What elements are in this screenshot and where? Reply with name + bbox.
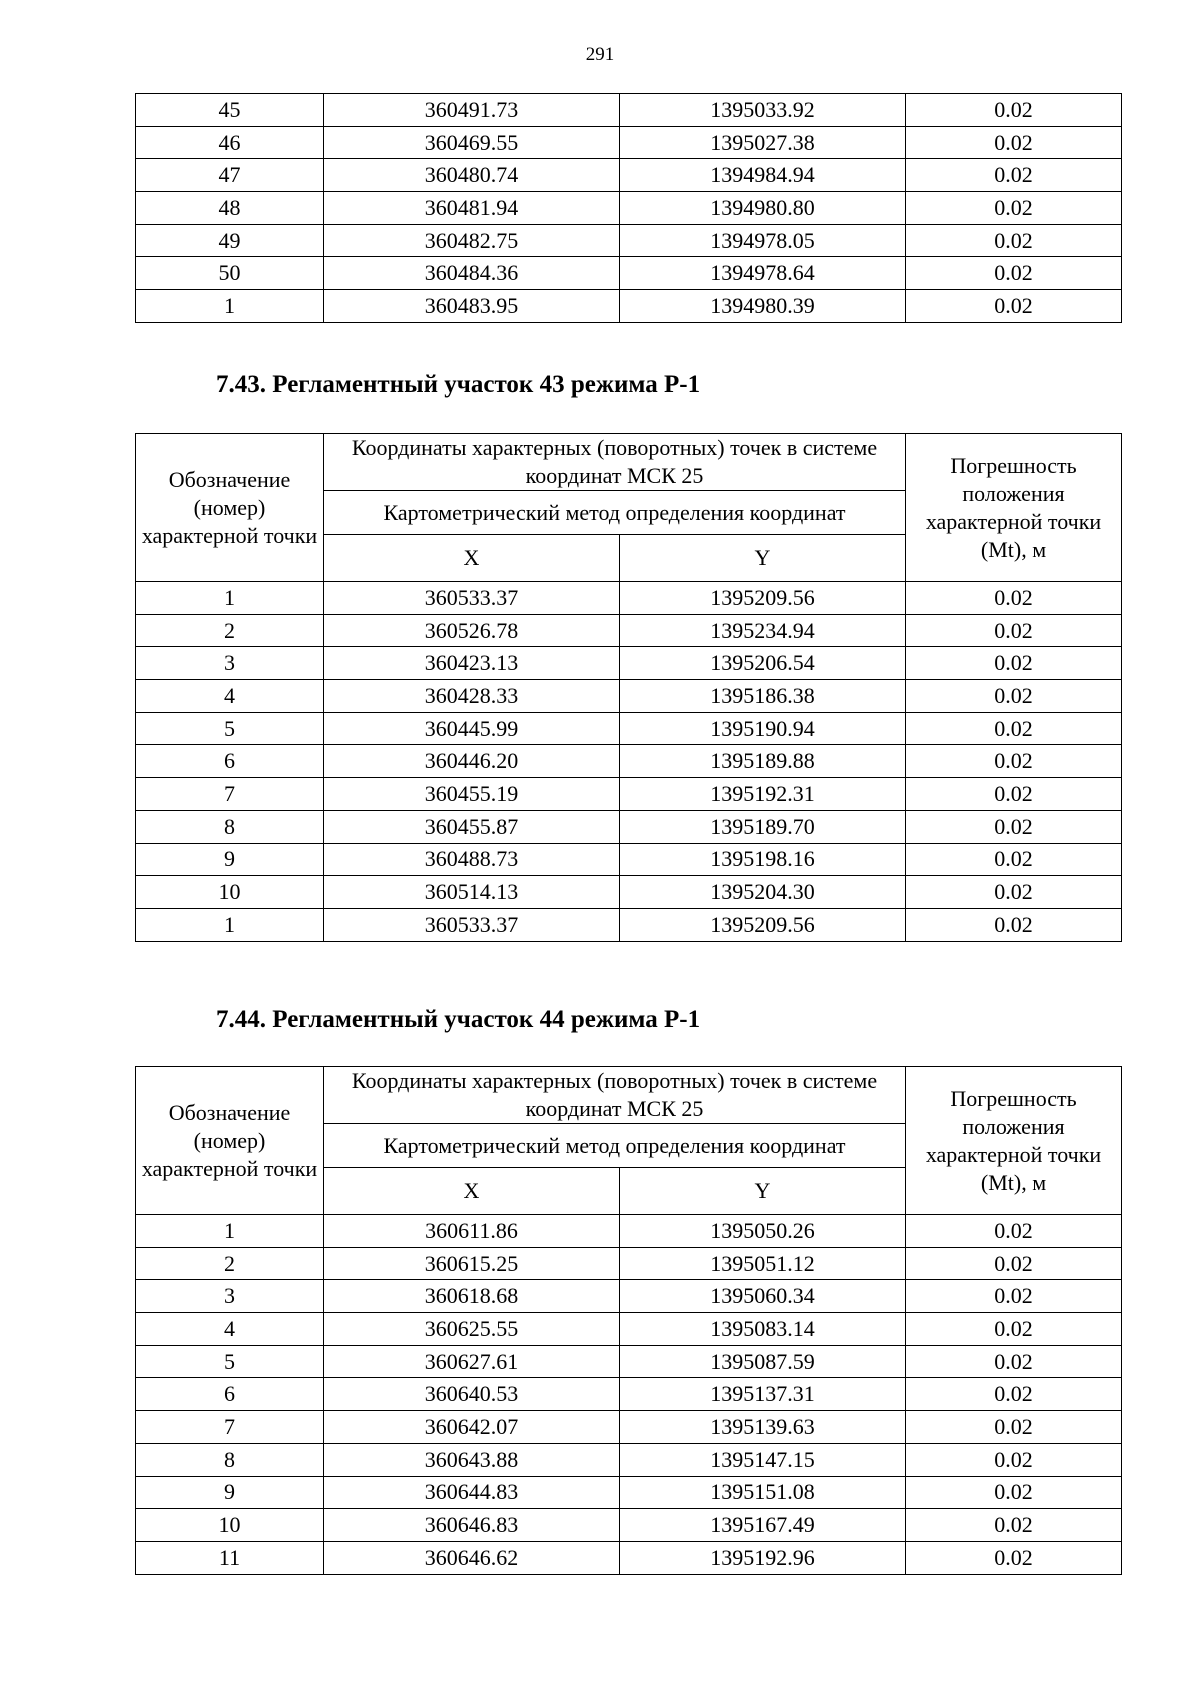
cell-error: 0.02 [906, 192, 1122, 225]
cell-error: 0.02 [906, 778, 1122, 811]
cell-y: 1395198.16 [620, 843, 906, 876]
header-method: Картометрический метод определения координат [324, 491, 906, 535]
cell-point-number: 4 [136, 1313, 324, 1346]
cell-x: 360483.95 [324, 290, 620, 323]
cell-x: 360627.61 [324, 1345, 620, 1378]
cell-y: 1395087.59 [620, 1345, 906, 1378]
cell-error: 0.02 [906, 843, 1122, 876]
cell-y: 1395137.31 [620, 1378, 906, 1411]
cell-x: 360480.74 [324, 159, 620, 192]
cell-y: 1395147.15 [620, 1443, 906, 1476]
cell-y: 1395204.30 [620, 876, 906, 909]
cell-error: 0.02 [906, 1541, 1122, 1574]
cell-error: 0.02 [906, 1378, 1122, 1411]
cell-x: 360646.62 [324, 1541, 620, 1574]
cell-x: 360533.37 [324, 582, 620, 615]
table-row [136, 712, 1122, 745]
table-row [136, 810, 1122, 843]
cell-error: 0.02 [906, 1280, 1122, 1313]
coordinates-table-43 [135, 433, 1122, 942]
cell-point-number: 9 [136, 1476, 324, 1509]
cell-y: 1395209.56 [620, 582, 906, 615]
table-row [136, 1476, 1122, 1509]
cell-error: 0.02 [906, 876, 1122, 909]
table-body [136, 94, 1122, 323]
cell-x: 360615.25 [324, 1247, 620, 1280]
cell-x: 360423.13 [324, 647, 620, 680]
cell-error: 0.02 [906, 810, 1122, 843]
cell-x: 360643.88 [324, 1443, 620, 1476]
cell-point-number: 48 [136, 192, 324, 225]
cell-error: 0.02 [906, 1509, 1122, 1542]
cell-x: 360611.86 [324, 1215, 620, 1248]
table-row [136, 745, 1122, 778]
cell-y: 1395033.92 [620, 94, 906, 127]
table-row [136, 126, 1122, 159]
section-title-44: 7.44. Регламентный участок 44 режима Р-1 [216, 1006, 701, 1033]
header-x: X [324, 1168, 620, 1215]
table-row [136, 1411, 1122, 1444]
cell-x: 360445.99 [324, 712, 620, 745]
table-row [136, 192, 1122, 225]
cell-point-number: 3 [136, 1280, 324, 1313]
cell-x: 360488.73 [324, 843, 620, 876]
cell-error: 0.02 [906, 614, 1122, 647]
cell-y: 1395050.26 [620, 1215, 906, 1248]
cell-point-number: 8 [136, 810, 324, 843]
cell-y: 1395206.54 [620, 647, 906, 680]
cell-point-number: 50 [136, 257, 324, 290]
cell-point-number: 11 [136, 1541, 324, 1574]
table-row [136, 159, 1122, 192]
table-row [136, 1247, 1122, 1280]
cell-x: 360625.55 [324, 1313, 620, 1346]
cell-point-number: 4 [136, 680, 324, 713]
cell-error: 0.02 [906, 745, 1122, 778]
cell-error: 0.02 [906, 1411, 1122, 1444]
cell-x: 360446.20 [324, 745, 620, 778]
cell-x: 360644.83 [324, 1476, 620, 1509]
section-title-43: 7.43. Регламентный участок 43 режима Р-1 [216, 371, 701, 398]
cell-point-number: 10 [136, 876, 324, 909]
cell-point-number: 7 [136, 778, 324, 811]
cell-y: 1395192.96 [620, 1541, 906, 1574]
header-coordinates-group: Координаты характерных (поворотных) точек в системе координат МСК 25 [324, 1067, 906, 1124]
cell-point-number: 1 [136, 290, 324, 323]
cell-point-number: 2 [136, 1247, 324, 1280]
cell-y: 1394980.39 [620, 290, 906, 323]
cell-error: 0.02 [906, 159, 1122, 192]
cell-error: 0.02 [906, 712, 1122, 745]
cell-error: 0.02 [906, 582, 1122, 615]
cell-y: 1394978.05 [620, 224, 906, 257]
table-row [136, 1541, 1122, 1574]
header-coordinates-group: Координаты характерных (поворотных) точек в системе координат МСК 25 [324, 434, 906, 491]
cell-error: 0.02 [906, 1345, 1122, 1378]
cell-y: 1394980.80 [620, 192, 906, 225]
cell-y: 1395139.63 [620, 1411, 906, 1444]
cell-y: 1395189.88 [620, 745, 906, 778]
cell-x: 360618.68 [324, 1280, 620, 1313]
table-header [136, 434, 1122, 582]
cell-error: 0.02 [906, 647, 1122, 680]
cell-x: 360640.53 [324, 1378, 620, 1411]
cell-point-number: 1 [136, 582, 324, 615]
cell-point-number: 7 [136, 1411, 324, 1444]
table-row [136, 94, 1122, 127]
cell-y: 1395051.12 [620, 1247, 906, 1280]
table-row [136, 647, 1122, 680]
cell-x: 360481.94 [324, 192, 620, 225]
cell-error: 0.02 [906, 908, 1122, 941]
table-row [136, 843, 1122, 876]
header-position-error: Погрешность положения характерной точки (Mt), м [906, 1067, 1122, 1215]
cell-y: 1394978.64 [620, 257, 906, 290]
cell-y: 1395190.94 [620, 712, 906, 745]
table-row [136, 1345, 1122, 1378]
table-row [136, 876, 1122, 909]
cell-point-number: 1 [136, 1215, 324, 1248]
cell-error: 0.02 [906, 1215, 1122, 1248]
header-point-number: Обозначение (номер) характерной точки [136, 434, 324, 582]
cell-point-number: 6 [136, 745, 324, 778]
table-row [136, 290, 1122, 323]
cell-error: 0.02 [906, 680, 1122, 713]
cell-y: 1395189.70 [620, 810, 906, 843]
cell-x: 360533.37 [324, 908, 620, 941]
cell-error: 0.02 [906, 257, 1122, 290]
cell-error: 0.02 [906, 1476, 1122, 1509]
cell-error: 0.02 [906, 1443, 1122, 1476]
header-x: X [324, 535, 620, 582]
cell-x: 360491.73 [324, 94, 620, 127]
cell-y: 1395192.31 [620, 778, 906, 811]
cell-point-number: 45 [136, 94, 324, 127]
cell-y: 1395234.94 [620, 614, 906, 647]
cell-x: 360642.07 [324, 1411, 620, 1444]
cell-error: 0.02 [906, 94, 1122, 127]
cell-y: 1395083.14 [620, 1313, 906, 1346]
table-row [136, 1378, 1122, 1411]
table-row [136, 224, 1122, 257]
cell-point-number: 5 [136, 712, 324, 745]
table-row [136, 1443, 1122, 1476]
cell-x: 360455.87 [324, 810, 620, 843]
cell-y: 1395186.38 [620, 680, 906, 713]
cell-x: 360646.83 [324, 1509, 620, 1542]
header-point-number: Обозначение (номер) характерной точки [136, 1067, 324, 1215]
cell-point-number: 6 [136, 1378, 324, 1411]
cell-y: 1395060.34 [620, 1280, 906, 1313]
coordinates-table-continued [135, 93, 1122, 323]
cell-point-number: 46 [136, 126, 324, 159]
cell-y: 1395151.08 [620, 1476, 906, 1509]
cell-x: 360455.19 [324, 778, 620, 811]
cell-error: 0.02 [906, 1313, 1122, 1346]
header-y: Y [620, 535, 906, 582]
table-row [136, 1313, 1122, 1346]
table-body [136, 1215, 1122, 1575]
cell-y: 1394984.94 [620, 159, 906, 192]
cell-x: 360526.78 [324, 614, 620, 647]
header-position-error: Погрешность положения характерной точки (Mt), м [906, 434, 1122, 582]
page-number: 291 [585, 44, 615, 65]
cell-y: 1395027.38 [620, 126, 906, 159]
table-row [136, 680, 1122, 713]
header-y: Y [620, 1168, 906, 1215]
cell-point-number: 47 [136, 159, 324, 192]
cell-point-number: 1 [136, 908, 324, 941]
cell-point-number: 5 [136, 1345, 324, 1378]
table-row [136, 1280, 1122, 1313]
cell-point-number: 9 [136, 843, 324, 876]
cell-error: 0.02 [906, 224, 1122, 257]
table-row [136, 778, 1122, 811]
cell-error: 0.02 [906, 290, 1122, 323]
table-body [136, 582, 1122, 942]
table-row [136, 614, 1122, 647]
table-row [136, 1215, 1122, 1248]
table-row [136, 582, 1122, 615]
cell-point-number: 49 [136, 224, 324, 257]
cell-x: 360482.75 [324, 224, 620, 257]
cell-error: 0.02 [906, 126, 1122, 159]
cell-x: 360514.13 [324, 876, 620, 909]
cell-point-number: 2 [136, 614, 324, 647]
cell-point-number: 3 [136, 647, 324, 680]
header-method: Картометрический метод определения координат [324, 1124, 906, 1168]
cell-y: 1395209.56 [620, 908, 906, 941]
cell-x: 360484.36 [324, 257, 620, 290]
cell-point-number: 8 [136, 1443, 324, 1476]
cell-point-number: 10 [136, 1509, 324, 1542]
coordinates-table-44 [135, 1066, 1122, 1575]
cell-x: 360428.33 [324, 680, 620, 713]
table-row [136, 908, 1122, 941]
table-header [136, 1067, 1122, 1215]
cell-x: 360469.55 [324, 126, 620, 159]
cell-error: 0.02 [906, 1247, 1122, 1280]
table-row [136, 257, 1122, 290]
cell-y: 1395167.49 [620, 1509, 906, 1542]
table-row [136, 1509, 1122, 1542]
